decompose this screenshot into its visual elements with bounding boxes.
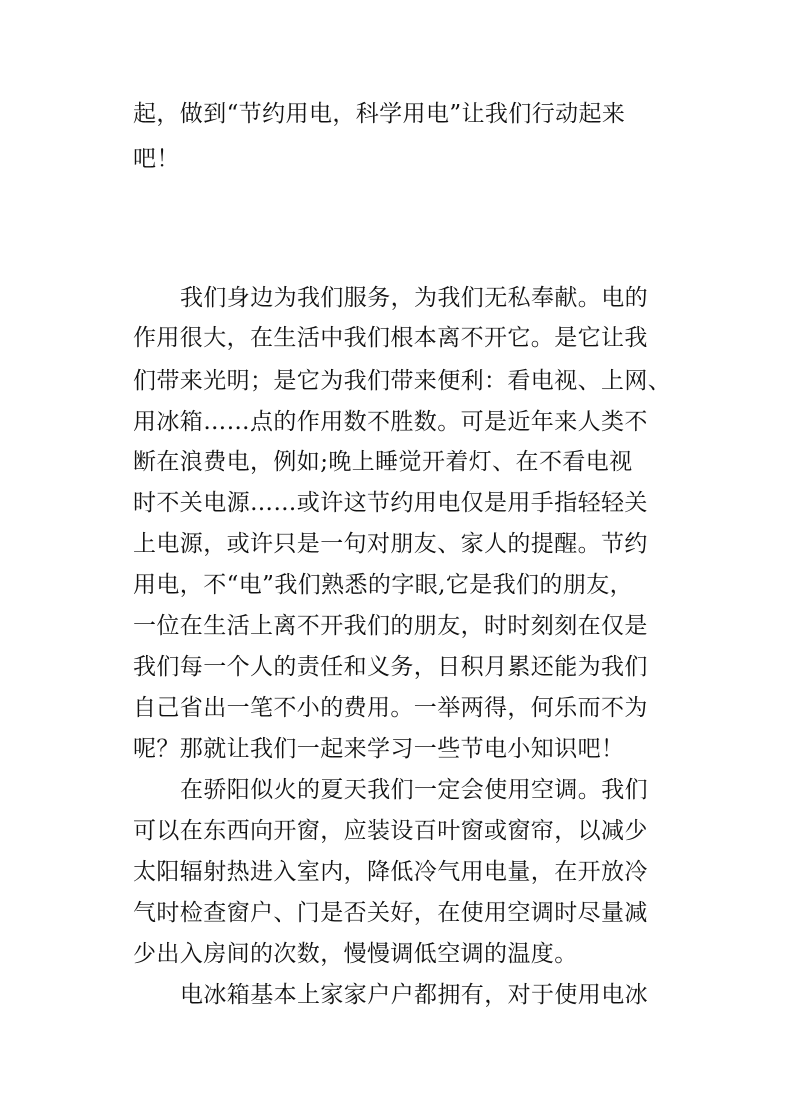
paragraph-first-line: 我们身边为我们服务，为我们无私奉献。电的 bbox=[180, 285, 648, 311]
text-line: 们带来光明；是它为我们带来便利：看电视、上网、 bbox=[133, 368, 672, 394]
paragraph-first-line: 电冰箱基本上家家户户都拥有，对于使用电冰 bbox=[180, 982, 648, 1008]
text-line: 用冰箱……点的作用数不胜数。可是近年来人类不 bbox=[133, 409, 648, 435]
text-line: 上电源，或许只是一句对朋友、家人的提醒。节约 bbox=[133, 531, 648, 557]
text-line: 太阳辐射热进入室内，降低冷气用电量，在开放冷 bbox=[133, 859, 648, 885]
text-line: 用电，不“电”我们熟悉的字眼,它是我们的朋友， bbox=[133, 572, 634, 598]
text-line: 断在浪费电，例如;晚上睡觉开着灯、在不看电视 bbox=[133, 449, 633, 475]
text-line: 少出入房间的次数，慢慢调低空调的温度。 bbox=[133, 941, 578, 967]
text-line: 可以在东西向开窗，应装设百叶窗或窗帘，以减少 bbox=[133, 818, 648, 844]
text-line: 自己省出一笔不小的费用。一举两得，何乐而不为 bbox=[133, 695, 648, 721]
text-line: 起，做到“节约用电，科学用电”让我们行动起来 bbox=[133, 101, 626, 127]
text-line: 时不关电源……或许这节约用电仅是用手指轻轻关 bbox=[133, 490, 648, 516]
text-line: 气时检查窗户、门是否关好，在使用空调时尽量减 bbox=[133, 900, 648, 926]
text-line: 我们每一个人的责任和义务，日积月累还能为我们 bbox=[133, 654, 648, 680]
text-line: 吧！ bbox=[133, 146, 180, 172]
text-line: 一位在生活上离不开我们的朋友，时时刻刻在仅是 bbox=[133, 613, 648, 639]
text-line: 呢？那就让我们一起来学习一些节电小知识吧！ bbox=[133, 736, 625, 762]
paragraph-first-line: 在骄阳似火的夏天我们一定会使用空调。我们 bbox=[180, 777, 648, 803]
text-line: 作用很大，在生活中我们根本离不开它。是它让我 bbox=[133, 325, 648, 351]
